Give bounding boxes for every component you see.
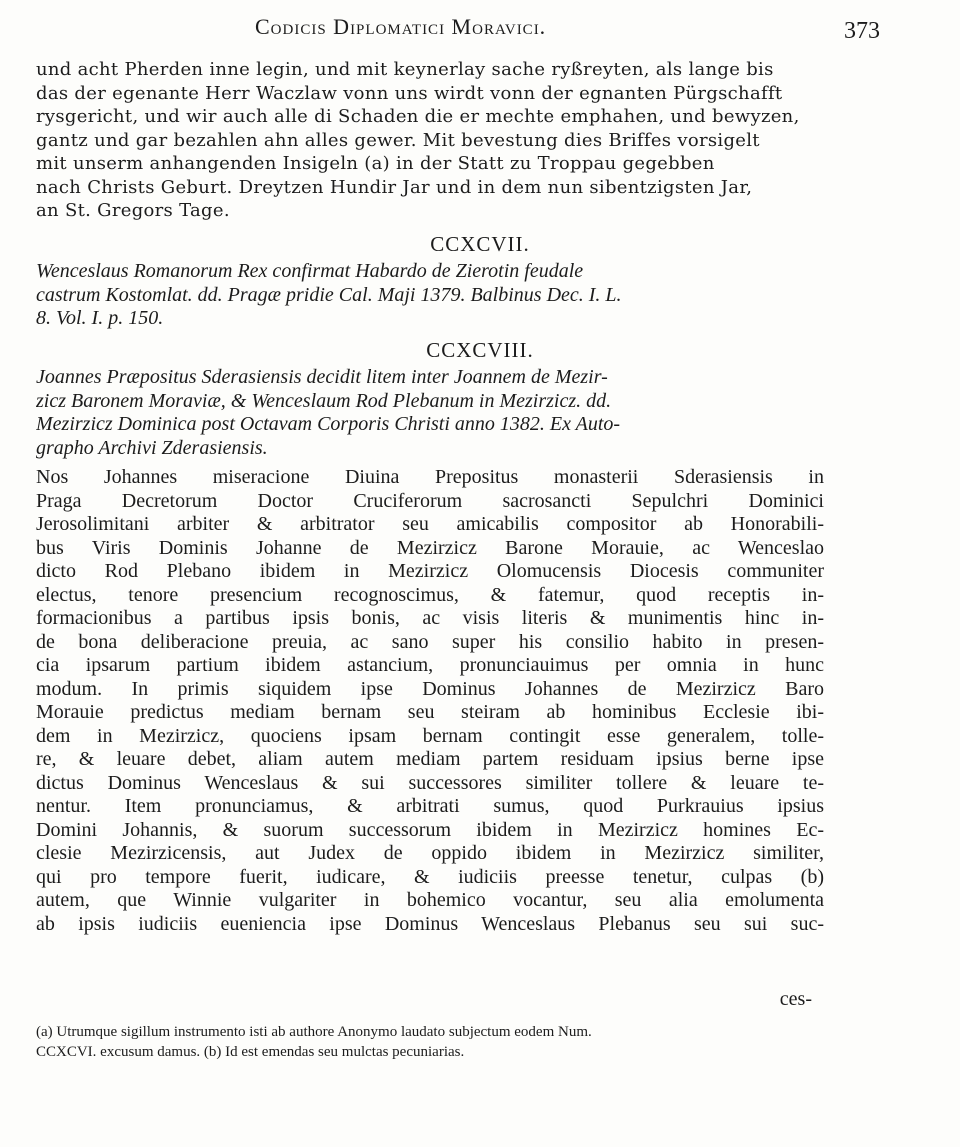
body-line: dem in Mezirzicz, quociens ipsam bernam contingit esse generalem, tolle- bbox=[36, 724, 824, 747]
body-line: cia ipsarum partium ibidem astancium, pronunciauimus per omnia in hunc bbox=[36, 654, 824, 676]
text-line: gantz und gar bezahlen ahn alles gewer. Mit bevestung dies Briffes vorsigelt bbox=[36, 129, 760, 151]
body-line: modum. In primis siquidem ipse Dominus Johannes de Mezirzicz Baro bbox=[36, 677, 824, 700]
body-line: clesie Mezirzicensis, aut Judex de oppido ibidem in Mezirzicz similiter, bbox=[36, 842, 824, 864]
text-line: rysgericht, und wir auch alle di Schaden die er mechte emphahen, und bewyzen, bbox=[36, 106, 800, 127]
body-line: de bona deliberacione preuia, ac sano super his consilio habito in presen- bbox=[36, 630, 824, 653]
body-line: Nos Johannes miseracione Diuina Prepositus monasterii Sderasiensis in bbox=[36, 466, 824, 488]
body-line: dictus Dominus Wenceslaus & sui successores similiter tollere & leuare te- bbox=[36, 771, 824, 794]
summary-line: Joannes Præpositus Sderasiensis decidit litem inter Joannem de Mezir- bbox=[36, 366, 608, 388]
body-line: re, & leuare debet, aliam autem mediam partem residuam ipsius berne ipse bbox=[36, 748, 824, 770]
body-line: nentur. Item pronunciamus, & arbitrati sumus, quod Purkrauius ipsius bbox=[36, 795, 824, 817]
running-head: Codicis Diplomatici Moravici. bbox=[255, 14, 547, 39]
text-line: nach Christs Geburt. Dreytzen Hundir Jar und in dem nun sibentzigsten Jar, bbox=[36, 176, 753, 198]
page-header bbox=[0, 8, 960, 48]
summary-line: 8. Vol. I. p. 150. bbox=[36, 307, 164, 329]
catchword: ces- bbox=[779, 988, 812, 1010]
body-line: electus, tenore presencium recognoscimus, & fatemur, quod receptis in- bbox=[36, 583, 824, 606]
body-line: dicto Rod Plebano ibidem in Mezirzicz Olomucensis Diocesis communiter bbox=[36, 560, 824, 582]
text-line: und acht Pherden inne legin, und mit keynerlay sache ryßreyten, als lange bis bbox=[36, 59, 774, 80]
body-line: Praga Decretorum Doctor Cruciferorum sacrosancti Sepulchri Dominici bbox=[36, 489, 824, 512]
german-passage bbox=[36, 58, 824, 223]
body-line: bus Viris Dominis Johanne de Mezirzicz Barone Morauie, ac Wenceslao bbox=[36, 536, 824, 559]
body-line: Morauie predictus mediam bernam seu steiram ab hominibus Ecclesie ibi- bbox=[36, 701, 824, 723]
doc-298-summary bbox=[36, 366, 824, 460]
page-number: 373 bbox=[844, 18, 880, 44]
summary-line: zicz Baronem Moraviæ, & Wenceslaum Rod Plebanum in Mezirzicz. dd. bbox=[36, 389, 612, 412]
summary-line: Wenceslaus Romanorum Rex confirmat Habardo de Zierotin feudale bbox=[36, 260, 584, 282]
summary-line: castrum Kostomlat. dd. Pragæ pridie Cal. Maji 1379. Balbinus Dec. I. L. bbox=[36, 283, 622, 306]
text-line: das der egenante Herr Waczlaw vonn uns wirdt vonn der egnanten Pürgschafft bbox=[36, 82, 783, 104]
document-number-298: CCXCVIII. bbox=[426, 338, 534, 362]
body-line: Jerosolimitani arbiter & arbitrator seu amicabilis compositor ab Honorabili- bbox=[36, 513, 824, 535]
body-line: ab ipsis iudiciis eueniencia ipse Dominus Wenceslaus Plebanus seu sui suc- bbox=[36, 912, 824, 935]
document-number-297: CCXCVII. bbox=[430, 232, 530, 256]
doc-297-summary bbox=[36, 260, 824, 331]
summary-line: grapho Archivi Zderasiensis. bbox=[36, 436, 268, 459]
doc-298-body bbox=[36, 466, 824, 936]
summary-line: Mezirzicz Dominica post Octavam Corporis Christi anno 1382. Ex Auto- bbox=[36, 413, 621, 435]
footnotes bbox=[36, 1022, 856, 1062]
text-line: an St. Gregors Tage. bbox=[36, 200, 230, 221]
body-line: qui pro tempore fuerit, iudicare, & iudiciis preesse tenetur, culpas (b) bbox=[36, 865, 824, 888]
body-line: autem, que Winnie vulgariter in bohemico vocantur, seu alia emolumenta bbox=[36, 889, 824, 911]
footnote-line: (a) Utrumque sigillum instrumento isti ab authore Anonymo laudato subjectum eodem Num. bbox=[36, 1024, 592, 1040]
body-line: Domini Johannis, & suorum successorum ibidem in Mezirzicz homines Ec- bbox=[36, 818, 824, 841]
footnote-line: CCXCVI. excusum damus. (b) Id est emendas seu mulctas pecuniarias. bbox=[36, 1044, 465, 1060]
text-line: mit unserm anhangenden Insigeln (a) in der Statt zu Troppau gegebben bbox=[36, 153, 715, 174]
body-line: formacionibus a partibus ipsis bonis, ac visis literis & munimentis hinc in- bbox=[36, 607, 824, 629]
